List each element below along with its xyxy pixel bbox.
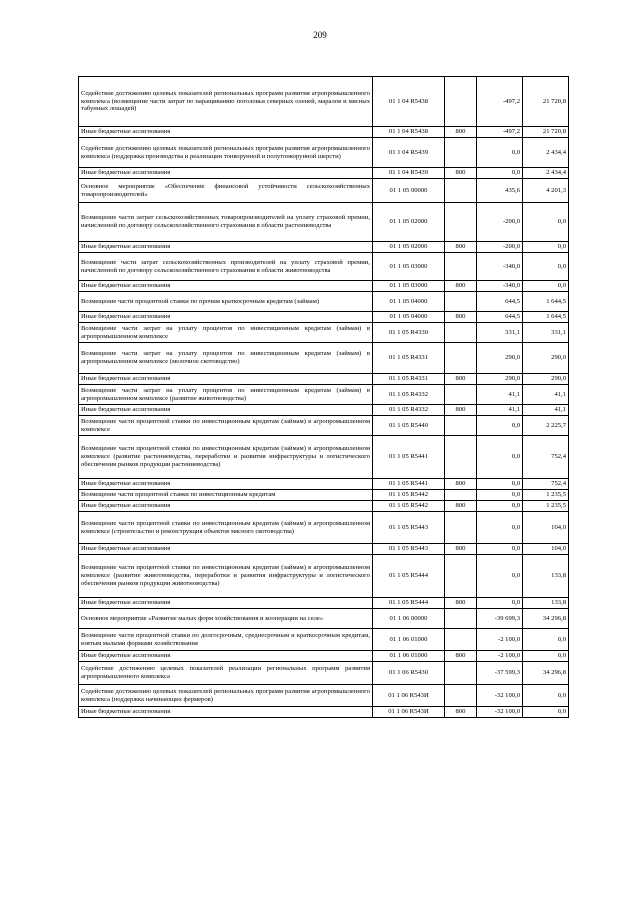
row-change-cell: -497,2 xyxy=(477,127,523,138)
row-name-cell: Содействие достижению целевых показателей региональных программ развития агропромышленного комплекса (поддержка производства и реализации тонкорунной и полутонкорунной шерсти) xyxy=(79,138,373,168)
row-vr-cell: 800 xyxy=(445,707,477,718)
row-vr-cell xyxy=(445,609,477,629)
row-code-cell: 01 1 04 R5439 xyxy=(373,168,445,179)
row-name-cell: Возмещение части затрат на уплату процентов по инвестиционным кредитам (займам) в агропромышленном комплексе (молочное скотоводство) xyxy=(79,343,373,374)
row-change-cell: 0,0 xyxy=(477,512,523,544)
row-name-cell: Иные бюджетные ассигнования xyxy=(79,501,373,512)
row-amount-cell: 2 225,7 xyxy=(523,416,569,436)
table-row xyxy=(79,490,569,501)
row-code-cell: 01 1 06 R543И xyxy=(373,685,445,707)
table-row xyxy=(79,629,569,651)
row-amount-cell: 34 296,8 xyxy=(523,662,569,685)
row-vr-cell xyxy=(445,203,477,242)
row-change-cell: 0,0 xyxy=(477,544,523,555)
row-amount-cell: 21 720,8 xyxy=(523,127,569,138)
row-code-cell: 01 1 05 R4332 xyxy=(373,385,445,405)
table-row xyxy=(79,651,569,662)
row-name-cell: Иные бюджетные ассигнования xyxy=(79,127,373,138)
budget-table xyxy=(78,76,569,718)
row-amount-cell: 104,0 xyxy=(523,512,569,544)
table-row xyxy=(79,312,569,323)
row-name-cell: Возмещение части процентной ставки по инвестиционным кредитам (займам) в агропромышленном комплексе (развитие животноводства, переработки и развития инфраструктуры и логистического обеспечения рынков продукции животноводства) xyxy=(79,555,373,598)
row-code-cell: 01 1 05 04000 xyxy=(373,312,445,323)
table-row xyxy=(79,281,569,292)
row-vr-cell: 800 xyxy=(445,281,477,292)
row-vr-cell: 800 xyxy=(445,479,477,490)
row-vr-cell: 800 xyxy=(445,374,477,385)
row-change-cell: 0,0 xyxy=(477,501,523,512)
row-code-cell: 01 1 04 R5438 xyxy=(373,127,445,138)
row-change-cell: 0,0 xyxy=(477,479,523,490)
row-code-cell: 01 1 06 R543И xyxy=(373,707,445,718)
row-amount-cell: 0,0 xyxy=(523,253,569,281)
row-amount-cell: 1 644,5 xyxy=(523,292,569,312)
row-code-cell: 01 1 06 01000 xyxy=(373,651,445,662)
row-name-cell: Возмещение части процентной ставки по инвестиционным кредитам (займам) в агропромышленном комплексе xyxy=(79,416,373,436)
row-vr-cell: 800 xyxy=(445,405,477,416)
row-name-cell: Иные бюджетные ассигнования xyxy=(79,479,373,490)
row-change-cell: 290,0 xyxy=(477,343,523,374)
table-row xyxy=(79,416,569,436)
row-amount-cell: 41,1 xyxy=(523,385,569,405)
table-row xyxy=(79,512,569,544)
row-name-cell: Возмещение части процентной ставки по инвестиционным кредитам (займам) в агропромышленном комплексе (развитие растениеводства, переработки и развития инфраструктуры и логистического обеспечения рынков продукции растениеводства) xyxy=(79,436,373,479)
table-row xyxy=(79,555,569,598)
row-amount-cell: 133,8 xyxy=(523,598,569,609)
row-code-cell: 01 1 05 00000 xyxy=(373,179,445,203)
table-row xyxy=(79,685,569,707)
row-amount-cell: 1 235,5 xyxy=(523,501,569,512)
table-row xyxy=(79,343,569,374)
row-vr-cell: 800 xyxy=(445,242,477,253)
row-code-cell: 01 1 04 R5438 xyxy=(373,77,445,127)
table-row xyxy=(79,138,569,168)
row-code-cell: 01 1 05 R5443 xyxy=(373,512,445,544)
table-row xyxy=(79,242,569,253)
row-change-cell: -2 100,0 xyxy=(477,651,523,662)
row-amount-cell: 752,4 xyxy=(523,479,569,490)
table-row xyxy=(79,253,569,281)
row-name-cell: Возмещение части затрат сельскохозяйственных производителей на уплату страховой премии, начисленной по договору сельскохозяйственного страхования в области животноводства xyxy=(79,253,373,281)
table-row xyxy=(79,385,569,405)
row-change-cell: 644,5 xyxy=(477,292,523,312)
row-change-cell: -200,0 xyxy=(477,203,523,242)
row-amount-cell: 290,0 xyxy=(523,374,569,385)
row-change-cell: -340,0 xyxy=(477,253,523,281)
row-vr-cell: 800 xyxy=(445,501,477,512)
row-name-cell: Возмещение части процентной ставки по прочим краткосрочным кредитам (займам) xyxy=(79,292,373,312)
row-vr-cell: 800 xyxy=(445,544,477,555)
row-name-cell: Основное мероприятие «Обеспечение финансовой устойчивости сельскохозяйственных товаропроизводителей» xyxy=(79,179,373,203)
row-code-cell: 01 1 05 03000 xyxy=(373,253,445,281)
row-code-cell: 01 1 05 R5442 xyxy=(373,501,445,512)
row-amount-cell: 0,0 xyxy=(523,651,569,662)
row-name-cell: Иные бюджетные ассигнования xyxy=(79,374,373,385)
row-code-cell: 01 1 06 00000 xyxy=(373,609,445,629)
row-name-cell: Содействие достижению целевых показателей региональных программ развития агропромышленного комплекса (поддержка начинающих фермеров) xyxy=(79,685,373,707)
row-amount-cell: 2 434,4 xyxy=(523,168,569,179)
row-code-cell: 01 1 05 02000 xyxy=(373,203,445,242)
row-code-cell: 01 1 04 R5439 xyxy=(373,138,445,168)
row-name-cell: Иные бюджетные ассигнования xyxy=(79,707,373,718)
row-change-cell: -2 100,0 xyxy=(477,629,523,651)
row-code-cell: 01 1 06 01000 xyxy=(373,629,445,651)
table-row xyxy=(79,203,569,242)
row-code-cell: 01 1 05 R4331 xyxy=(373,374,445,385)
table-row xyxy=(79,609,569,629)
row-change-cell: 41,1 xyxy=(477,405,523,416)
row-amount-cell: 2 434,4 xyxy=(523,138,569,168)
row-change-cell: 41,1 xyxy=(477,385,523,405)
row-change-cell: 331,1 xyxy=(477,323,523,343)
row-code-cell: 01 1 05 04000 xyxy=(373,292,445,312)
row-amount-cell: 4 201,3 xyxy=(523,179,569,203)
row-code-cell: 01 1 05 R5441 xyxy=(373,479,445,490)
row-amount-cell: 0,0 xyxy=(523,203,569,242)
row-amount-cell: 21 720,8 xyxy=(523,77,569,127)
row-code-cell: 01 1 05 R5443 xyxy=(373,544,445,555)
table-row xyxy=(79,501,569,512)
row-vr-cell xyxy=(445,138,477,168)
table-row xyxy=(79,77,569,127)
row-vr-cell xyxy=(445,292,477,312)
row-amount-cell: 41,1 xyxy=(523,405,569,416)
row-amount-cell: 0,0 xyxy=(523,242,569,253)
row-vr-cell xyxy=(445,416,477,436)
table-row xyxy=(79,479,569,490)
row-name-cell: Основное мероприятие «Развитие малых форм хозяйствования и кооперации на селе» xyxy=(79,609,373,629)
row-name-cell: Иные бюджетные ассигнования xyxy=(79,312,373,323)
row-change-cell: -39 699,3 xyxy=(477,609,523,629)
row-name-cell: Содействие достижению целевых показателей реализации региональных программ развития агропромышленного комплекса xyxy=(79,662,373,685)
row-amount-cell: 331,1 xyxy=(523,323,569,343)
table-row xyxy=(79,544,569,555)
row-code-cell: 01 1 05 R5441 xyxy=(373,436,445,479)
table-row xyxy=(79,292,569,312)
row-amount-cell: 133,8 xyxy=(523,555,569,598)
row-change-cell: 0,0 xyxy=(477,555,523,598)
row-code-cell: 01 1 05 R5444 xyxy=(373,555,445,598)
row-change-cell: 0,0 xyxy=(477,490,523,501)
row-amount-cell: 0,0 xyxy=(523,629,569,651)
row-code-cell: 01 1 05 R4330 xyxy=(373,323,445,343)
row-code-cell: 01 1 05 R5444 xyxy=(373,598,445,609)
row-name-cell: Иные бюджетные ассигнования xyxy=(79,651,373,662)
row-name-cell: Иные бюджетные ассигнования xyxy=(79,242,373,253)
row-amount-cell: 0,0 xyxy=(523,685,569,707)
row-code-cell: 01 1 05 03000 xyxy=(373,281,445,292)
row-amount-cell: 290,0 xyxy=(523,343,569,374)
row-change-cell: -200,0 xyxy=(477,242,523,253)
row-name-cell: Возмещение части затрат на уплату процентов по инвестиционным кредитам (займам) в агропромышленном комплексе xyxy=(79,323,373,343)
row-vr-cell: 800 xyxy=(445,651,477,662)
row-amount-cell: 1 644,5 xyxy=(523,312,569,323)
row-vr-cell xyxy=(445,662,477,685)
row-amount-cell: 104,0 xyxy=(523,544,569,555)
row-change-cell: 435,6 xyxy=(477,179,523,203)
row-change-cell: 0,0 xyxy=(477,416,523,436)
row-name-cell: Иные бюджетные ассигнования xyxy=(79,405,373,416)
row-vr-cell xyxy=(445,385,477,405)
row-vr-cell: 800 xyxy=(445,598,477,609)
row-amount-cell: 0,0 xyxy=(523,707,569,718)
row-vr-cell xyxy=(445,436,477,479)
row-change-cell: -497,2 xyxy=(477,77,523,127)
row-change-cell: 644,5 xyxy=(477,312,523,323)
row-vr-cell: 800 xyxy=(445,168,477,179)
row-name-cell: Иные бюджетные ассигнования xyxy=(79,281,373,292)
row-code-cell: 01 1 06 R5430 xyxy=(373,662,445,685)
row-vr-cell xyxy=(445,179,477,203)
row-amount-cell: 752,4 xyxy=(523,436,569,479)
row-change-cell: 290,0 xyxy=(477,374,523,385)
row-code-cell: 01 1 05 R4332 xyxy=(373,405,445,416)
table-row xyxy=(79,598,569,609)
row-code-cell: 01 1 05 02000 xyxy=(373,242,445,253)
table-body xyxy=(79,77,569,718)
row-change-cell: 0,0 xyxy=(477,138,523,168)
row-vr-cell xyxy=(445,685,477,707)
row-vr-cell xyxy=(445,512,477,544)
row-code-cell: 01 1 05 R5442 xyxy=(373,490,445,501)
row-vr-cell: 800 xyxy=(445,127,477,138)
row-amount-cell: 1 235,5 xyxy=(523,490,569,501)
row-change-cell: -340,0 xyxy=(477,281,523,292)
row-name-cell: Иные бюджетные ассигнования xyxy=(79,168,373,179)
row-change-cell: -32 100,0 xyxy=(477,707,523,718)
row-vr-cell xyxy=(445,490,477,501)
table-row xyxy=(79,436,569,479)
row-amount-cell: 0,0 xyxy=(523,281,569,292)
row-name-cell: Иные бюджетные ассигнования xyxy=(79,598,373,609)
row-code-cell: 01 1 05 R4331 xyxy=(373,343,445,374)
row-name-cell: Возмещение части процентной ставки по инвестиционным кредитам xyxy=(79,490,373,501)
row-code-cell: 01 1 05 R5440 xyxy=(373,416,445,436)
table-row xyxy=(79,323,569,343)
row-vr-cell xyxy=(445,323,477,343)
row-change-cell: -37 599,3 xyxy=(477,662,523,685)
row-name-cell: Возмещение части затрат сельскохозяйственных товаропроизводителей на уплату страховой премии, начисленной по договору сельскохозяйственного страхования в области растениеводства xyxy=(79,203,373,242)
row-vr-cell xyxy=(445,555,477,598)
table-row xyxy=(79,179,569,203)
row-vr-cell xyxy=(445,253,477,281)
page-number: 209 xyxy=(313,30,327,40)
row-change-cell: 0,0 xyxy=(477,598,523,609)
row-change-cell: 0,0 xyxy=(477,168,523,179)
row-name-cell: Содействие достижению целевых показателей региональных программ развития агропромышленного комплекса (возмещение части затрат по наращиванию поголовья северных оленей, маралов и мясных табунных лошадей) xyxy=(79,77,373,127)
row-change-cell: 0,0 xyxy=(477,436,523,479)
table-row xyxy=(79,707,569,718)
row-vr-cell xyxy=(445,629,477,651)
row-name-cell: Возмещение части затрат на уплату процентов по инвестиционным кредитам (займам) в агропромышленном комплексе (развитие животноводства) xyxy=(79,385,373,405)
row-name-cell: Иные бюджетные ассигнования xyxy=(79,544,373,555)
table-row xyxy=(79,662,569,685)
row-name-cell: Возмещение части процентной ставки по долгосрочным, среднесрочным и краткосрочным кредитам, взятым малыми формами хозяйствования xyxy=(79,629,373,651)
table-row xyxy=(79,168,569,179)
row-vr-cell xyxy=(445,77,477,127)
table-row xyxy=(79,405,569,416)
row-vr-cell xyxy=(445,343,477,374)
row-name-cell: Возмещение части процентной ставки по инвестиционным кредитам (займам) в агропромышленном комплексе (строительство и реконструкция объектов мясного скотоводства) xyxy=(79,512,373,544)
row-amount-cell: 34 296,8 xyxy=(523,609,569,629)
table-row xyxy=(79,374,569,385)
row-change-cell: -32 100,0 xyxy=(477,685,523,707)
table-row xyxy=(79,127,569,138)
row-vr-cell: 800 xyxy=(445,312,477,323)
